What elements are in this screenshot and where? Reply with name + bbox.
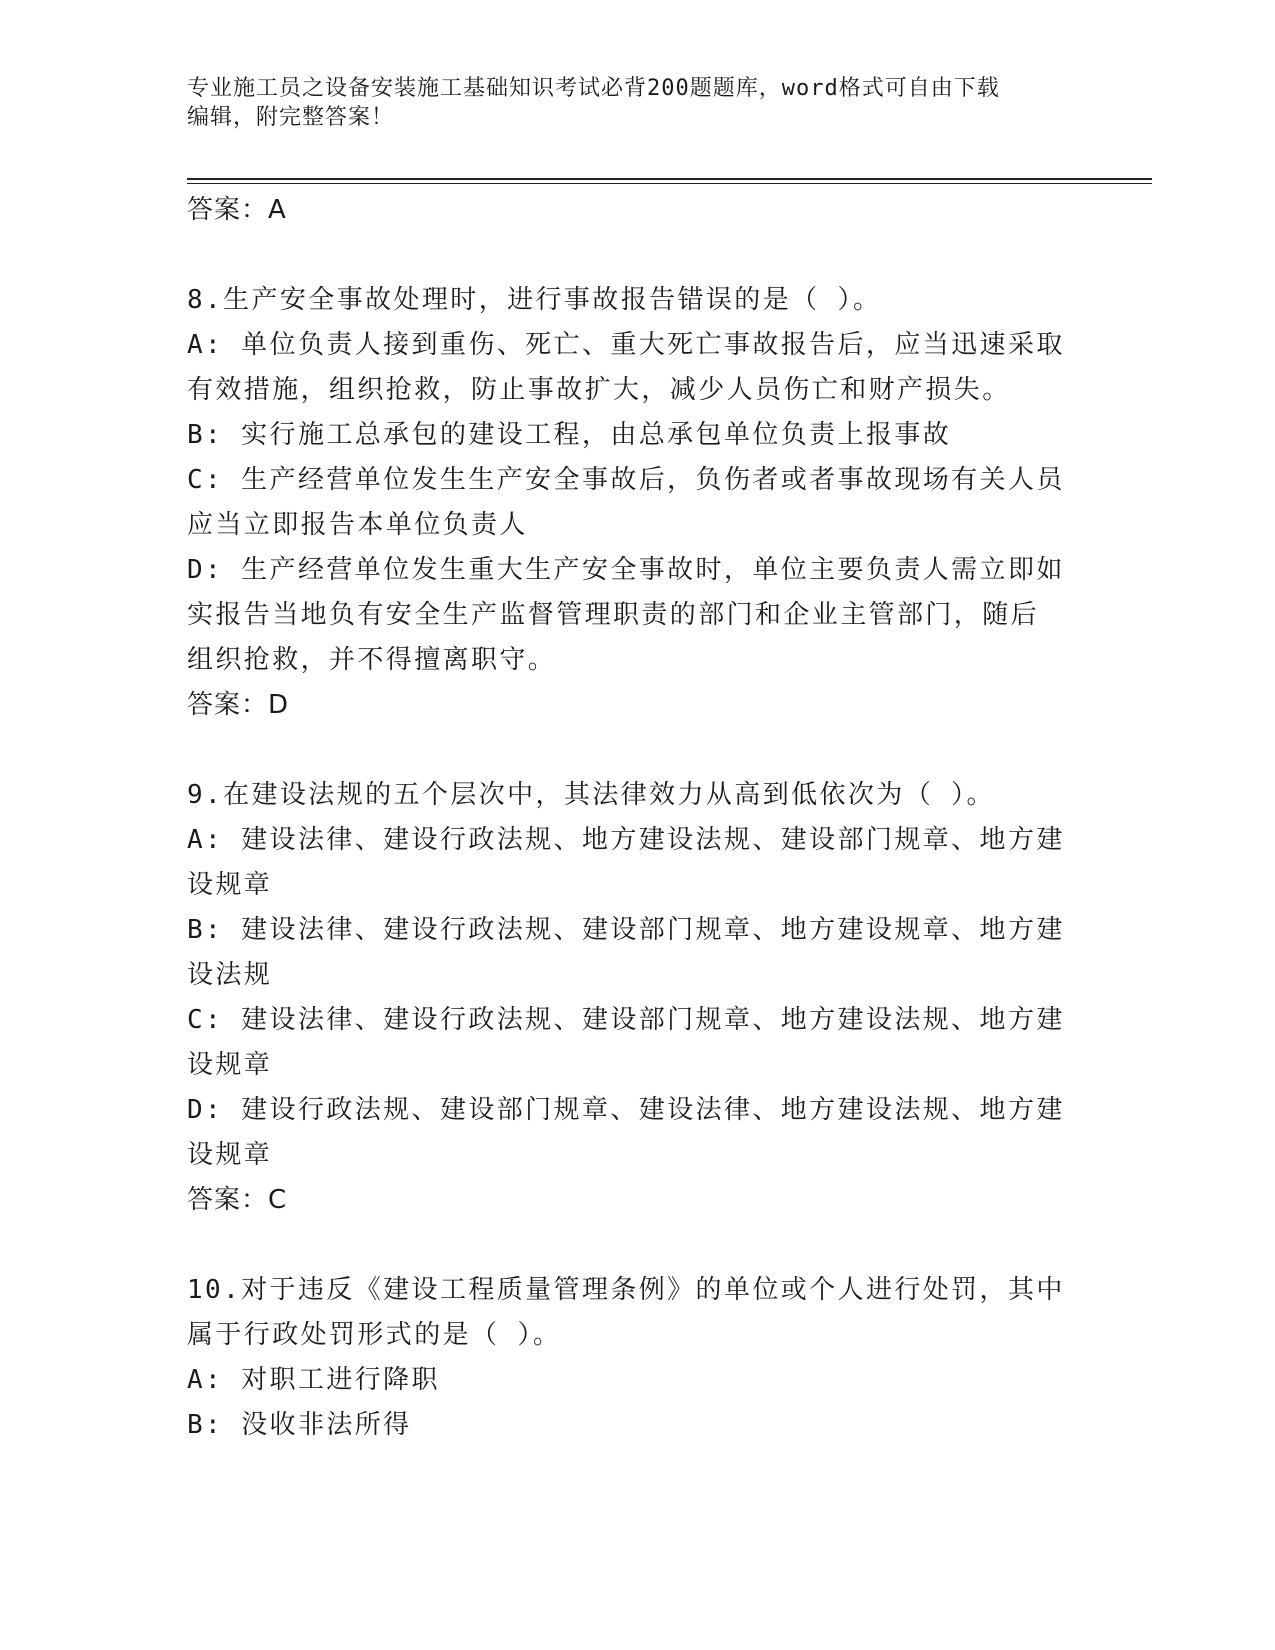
- option-b: B: 实行施工总承包的建设工程，由总承包单位负责上报事故: [187, 420, 952, 450]
- header-line-2: 编辑，附完整答案！: [187, 105, 395, 130]
- answer: 答案：C: [187, 1185, 288, 1215]
- document-body: [187, 188, 1087, 1448]
- option-b: B: 建设法律、建设行政法规、建设部门规章、地方建设规章、地方建: [187, 915, 1065, 945]
- option-d: D: 建设行政法规、建设部门规章、建设法律、地方建设法规、地方建: [187, 1095, 1065, 1125]
- question-10: [187, 1268, 1087, 1448]
- question-stem: 8.生产安全事故处理时，进行事故报告错误的是（ ）。: [187, 285, 882, 315]
- option-d-cont: 设规章: [187, 1140, 273, 1170]
- spacer: [187, 728, 1087, 773]
- answer-prev: 答案：A: [187, 195, 287, 225]
- option-a: A: 建设法律、建设行政法规、地方建设法规、建设部门规章、地方建: [187, 825, 1065, 855]
- option-a: A: 单位负责人接到重伤、死亡、重大死亡事故报告后，应当迅速采取: [187, 330, 1065, 360]
- option-a-cont: 设规章: [187, 870, 273, 900]
- question-stem: 10.对于违反《建设工程质量管理条例》的单位或个人进行处罚，其中: [187, 1275, 1065, 1305]
- header-line-1: 专业施工员之设备安装施工基础知识考试必背200题题库，word格式可自由下载: [187, 76, 1000, 101]
- spacer: [187, 233, 1087, 278]
- option-c-cont: 应当立即报告本单位负责人: [187, 510, 528, 540]
- option-d: D: 生产经营单位发生重大生产安全事故时，单位主要负责人需立即如: [187, 555, 1065, 585]
- option-a: A: 对职工进行降职: [187, 1365, 440, 1395]
- option-a-cont: 有效措施，组织抢救，防止事故扩大，减少人员伤亡和财产损失。: [187, 375, 1011, 405]
- option-c-cont: 设规章: [187, 1050, 273, 1080]
- question-9: [187, 773, 1087, 1223]
- option-b-cont: 设法规: [187, 960, 273, 990]
- option-b: B: 没收非法所得: [187, 1410, 412, 1440]
- question-stem-cont: 属于行政处罚形式的是（ ）。: [187, 1320, 562, 1350]
- question-stem: 9.在建设法规的五个层次中，其法律效力从高到低依次为（ ）。: [187, 780, 995, 810]
- header-rule-thick: [187, 178, 1152, 180]
- option-c: C: 建设法律、建设行政法规、建设部门规章、地方建设法规、地方建: [187, 1005, 1065, 1035]
- question-8: [187, 278, 1087, 728]
- document-header: [187, 74, 1067, 132]
- option-d-cont: 实报告当地负有安全生产监督管理职责的部门和企业主管部门，随后: [187, 600, 1040, 630]
- option-c: C: 生产经营单位发生生产安全事故后，负伤者或者事故现场有关人员: [187, 465, 1065, 495]
- answer: 答案：D: [187, 690, 290, 720]
- header-rule-thin: [187, 183, 1152, 184]
- spacer: [187, 1223, 1087, 1268]
- option-d-cont-2: 组织抢救，并不得擅离职守。: [187, 645, 557, 675]
